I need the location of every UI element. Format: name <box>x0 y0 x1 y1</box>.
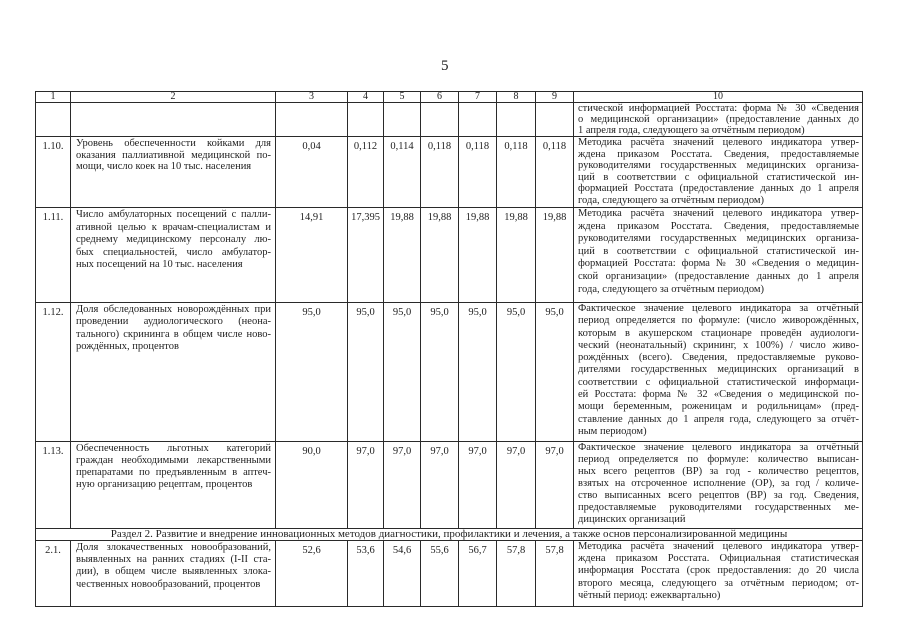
indicator-name-line: мощи, число коек на 10 тыс. населения <box>76 161 252 173</box>
row-number: 1.11. <box>35 207 71 303</box>
indicator-value: 95,0 <box>458 302 497 442</box>
indicator-value: 0,118 <box>420 136 459 208</box>
indicator-value: 95,0 <box>275 302 348 442</box>
indicator-value: 97,0 <box>420 441 459 529</box>
calculation-method-line: ставление данных до 1 апреля года, следующего за отчёт- <box>578 413 859 425</box>
indicator-value: 0,112 <box>347 136 384 208</box>
indicator-value: 57,8 <box>496 540 536 607</box>
indicator-value: 19,88 <box>383 207 421 303</box>
indicator-value: 97,0 <box>383 441 421 529</box>
column-number-header: 8 <box>496 91 536 103</box>
calculation-method-line: Методика расчёта значений целевого индикатора утвер- <box>578 137 859 148</box>
calculation-method-line: Фактическое значение целевого индикатора за отчётный <box>578 442 859 453</box>
calculation-method-line: руководителями государственных медицинских организа- <box>578 160 859 172</box>
indicator-value: 0,04 <box>275 136 348 208</box>
calculation-method-line: ций в соответствии с официальной статистической ин- <box>578 171 859 183</box>
indicator-name <box>70 136 276 208</box>
column-number-header: 5 <box>383 91 421 103</box>
calculation-method-line: второго месяца, следующего за отчётным периодом; от- <box>578 577 859 589</box>
indicator-value: 97,0 <box>458 441 497 529</box>
calculation-method-line: года, следующего за отчётным периодом) <box>578 283 765 295</box>
calculation-method-line: руководителями государственных медицинских организа- <box>578 233 859 245</box>
indicator-value <box>383 102 421 137</box>
indicator-value: 0,118 <box>458 136 497 208</box>
indicator-value: 0,118 <box>496 136 536 208</box>
indicator-name-line: препаратами по предъявленным в аптеч- <box>76 467 271 478</box>
calculation-method-line: чётный период: ежеквартально) <box>578 589 721 601</box>
indicator-value <box>496 102 536 137</box>
column-number-header: 4 <box>347 91 384 103</box>
calculation-method-line: ций в соответствии с официальной статистической ин- <box>578 245 859 257</box>
indicator-name <box>70 102 276 137</box>
calculation-method-line: взятых на отсроченное исполнение (ОР), за год / количе- <box>578 478 859 489</box>
section-title: Раздел 2. Развитие и внедрение инновационных методов диагностики, профилактики и лечения, а также основ персонализированной медицины <box>35 528 863 541</box>
calculation-method-line: Методика расчёта значений целевого индикатора утвер- <box>578 541 859 552</box>
row-number: 1.12. <box>35 302 71 442</box>
indicator-value: 53,6 <box>347 540 384 607</box>
column-number-header: 3 <box>275 91 348 103</box>
indicator-name-line: ативной целью к врачам-специалистам и <box>76 221 271 233</box>
indicator-value: 95,0 <box>347 302 384 442</box>
indicator-name <box>70 540 276 607</box>
indicator-value: 57,8 <box>535 540 574 607</box>
calculation-method-line: ных всего рецептов (ВР) за год - количество рецептов, <box>578 466 859 477</box>
calculation-method <box>573 207 863 303</box>
calculation-method-line: соответствии с официальной статистической информаци- <box>578 376 859 388</box>
indicator-value: 97,0 <box>347 441 384 529</box>
indicator-value <box>347 102 384 137</box>
indicator-value: 19,88 <box>458 207 497 303</box>
row-number <box>35 102 71 137</box>
indicator-value: 19,88 <box>535 207 574 303</box>
calculation-method-line: дителями государственных медицинских организаций в <box>578 364 859 376</box>
indicator-value: 95,0 <box>535 302 574 442</box>
indicator-name-line: граждан необходимыми лекарственными <box>76 455 271 466</box>
indicator-name-line: рождённых, процентов <box>76 340 179 352</box>
calculation-method-line: предоставляемые руководителями государственных ме- <box>578 502 859 513</box>
indicator-value: 19,88 <box>496 207 536 303</box>
indicator-value: 54,6 <box>383 540 421 607</box>
calculation-method-line: формацией Росстата (предоставление данных до 1 апреля <box>578 183 859 195</box>
indicator-value: 0,118 <box>535 136 574 208</box>
calculation-method-line: которым в акушерском стационаре проведён аудиологи- <box>578 327 859 339</box>
calculation-method-line: дицинских организаций <box>578 514 686 525</box>
indicator-value: 0,114 <box>383 136 421 208</box>
calculation-method-line: ждена приказом Росстата. Сведения, предоставляемые <box>578 220 859 232</box>
indicator-name-line: проведении аудиологического (неона- <box>76 316 271 328</box>
calculation-method <box>573 441 863 529</box>
column-number-header: 1 <box>35 91 71 103</box>
row-number: 1.10. <box>35 136 71 208</box>
indicator-name <box>70 207 276 303</box>
calculation-method-line: информация Росстата (срок предоставления: до 20 числа <box>578 565 859 577</box>
indicator-value: 56,7 <box>458 540 497 607</box>
indicator-value: 97,0 <box>496 441 536 529</box>
calculation-method-line: ждена приказом Росстата. Официальная статистическая <box>578 553 859 565</box>
indicator-value <box>275 102 348 137</box>
calculation-method-line: стической информацией Росстата: форма № 30 «Сведения <box>578 103 859 114</box>
indicator-value: 95,0 <box>420 302 459 442</box>
calculation-method-line: ным периодом) <box>578 425 647 437</box>
indicator-name-line: ных посещений на 10 тыс. населения <box>76 259 243 271</box>
column-number-header: 2 <box>70 91 276 103</box>
indicator-value <box>458 102 497 137</box>
calculation-method-line: ческий (неонатальный) скрининг, х 100%) / число живо- <box>578 339 859 351</box>
indicator-name-line: чественных новообразований, процентов <box>76 578 261 590</box>
indicator-value: 17,395 <box>347 207 384 303</box>
column-number-header: 10 <box>573 91 863 103</box>
column-number-header: 6 <box>420 91 459 103</box>
calculation-method <box>573 302 863 442</box>
indicator-value: 90,0 <box>275 441 348 529</box>
calculation-method-line: года, следующего за отчётным периодом) <box>578 194 765 206</box>
indicator-name-line: среднему медицинскому персоналу лю- <box>76 234 271 246</box>
page-number: 5 <box>441 58 449 74</box>
indicator-name <box>70 441 276 529</box>
indicator-value: 95,0 <box>496 302 536 442</box>
calculation-method <box>573 540 863 607</box>
calculation-method-line: ей Росстата: форма № 32 «Сведения о медицинской по- <box>578 389 859 401</box>
indicator-name-line: Обеспеченность льготных категорий <box>76 443 271 454</box>
indicator-name-line: оказания паллиативной медицинской по- <box>76 149 271 161</box>
calculation-method-line: ждена приказом Росстата. Сведения, предоставляемые <box>578 148 859 160</box>
indicator-name-line: выявленных на ранних стадиях (I-II ста- <box>76 554 271 566</box>
indicator-name-line: Доля злокачественных новообразований, <box>76 542 271 553</box>
calculation-method-line: период определяется по формуле: количество выписан- <box>578 454 859 465</box>
indicator-name-line: тального) скрининга в общем числе ново- <box>76 328 271 340</box>
indicator-value <box>535 102 574 137</box>
indicator-value: 14,91 <box>275 207 348 303</box>
calculation-method-line: ской организации» (предоставление данных до 1 апреля <box>578 270 859 282</box>
indicator-name-line: бых специальностей, число амбулатор- <box>76 246 271 258</box>
row-number: 2.1. <box>35 540 71 607</box>
calculation-method-line: ство выписанных всего рецептов (ВР) за год. Сведения, <box>578 490 859 501</box>
indicator-name-line: Число амбулаторных посещений с палли- <box>76 209 271 220</box>
calculation-method-line: 1 апреля года, следующего за отчётным периодом) <box>578 125 805 137</box>
indicator-value: 97,0 <box>535 441 574 529</box>
indicator-value <box>420 102 459 137</box>
column-number-header: 7 <box>458 91 497 103</box>
column-number-header: 9 <box>535 91 574 103</box>
indicator-name-line: дии), в общем числе выявленных злока- <box>76 566 271 578</box>
calculation-method-line: Фактическое значение целевого индикатора за отчётный <box>578 303 859 314</box>
calculation-method-line: Методика расчёта значений целевого индикатора утвер- <box>578 208 859 219</box>
calculation-method-line: формацией Росстата: форма № 30 «Сведения о медицин- <box>578 258 859 270</box>
indicator-name-line: Доля обследованных новорождённых при <box>76 304 271 315</box>
row-number: 1.13. <box>35 441 71 529</box>
calculation-method-line: о медицинской организации» (предоставление данных до <box>578 114 859 126</box>
calculation-method-line: рождённых (всего). Сведения, предоставляемые руково- <box>578 352 859 364</box>
indicator-name-line: ную организацию рецептам, процентов <box>76 479 253 490</box>
indicator-value: 55,6 <box>420 540 459 607</box>
indicator-name-line: Уровень обеспеченности койками для <box>76 138 271 149</box>
indicator-value: 19,88 <box>420 207 459 303</box>
calculation-method <box>573 102 863 137</box>
indicator-name <box>70 302 276 442</box>
calculation-method <box>573 136 863 208</box>
calculation-method-line: период определяется по формуле: (число живорождённых, <box>578 315 859 327</box>
indicator-value: 95,0 <box>383 302 421 442</box>
indicator-value: 52,6 <box>275 540 348 607</box>
calculation-method-line: мощи беременным, роженицам и родильницам» (пред- <box>578 401 859 413</box>
